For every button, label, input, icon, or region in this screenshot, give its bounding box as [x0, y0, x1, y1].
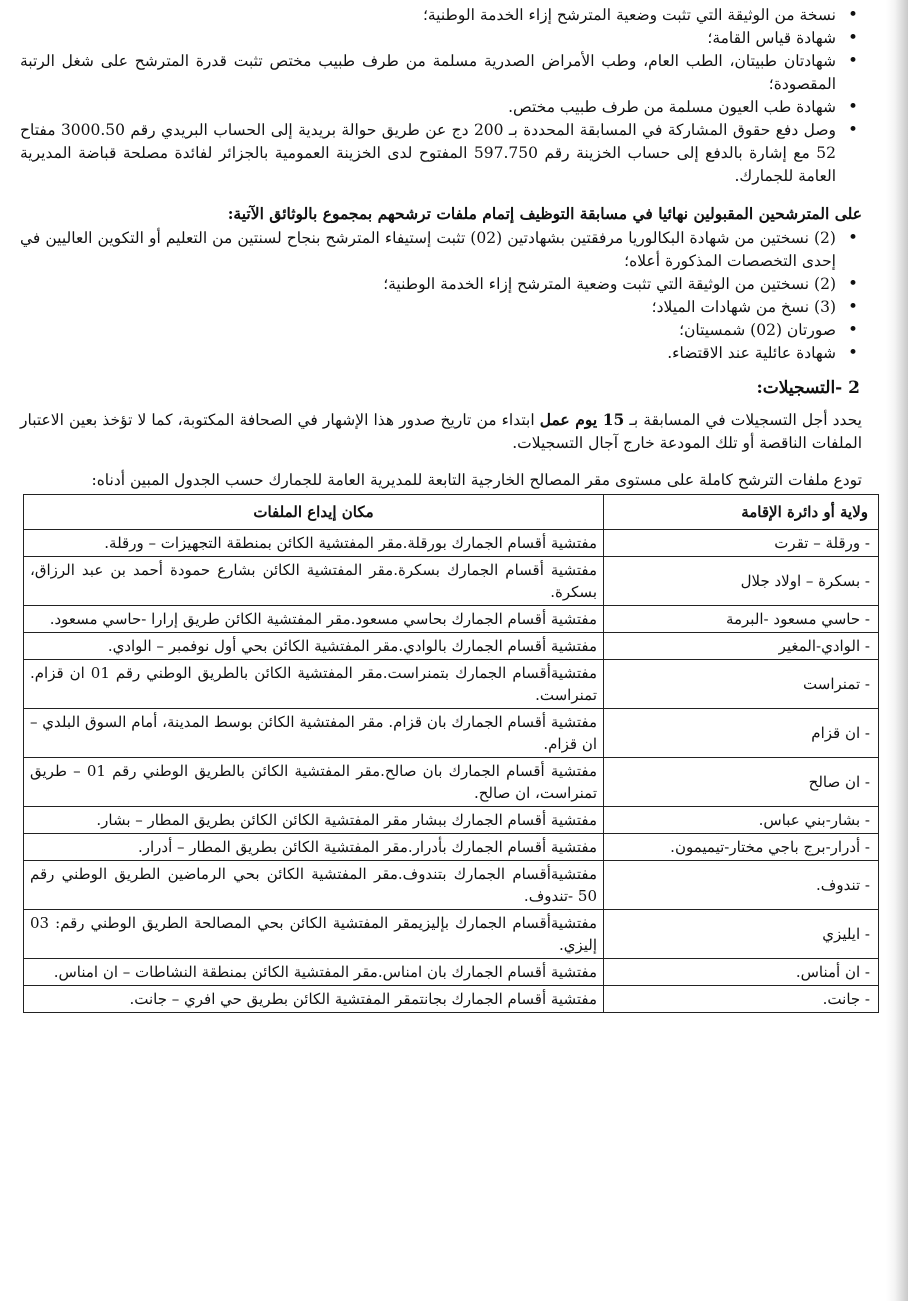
wilaya-cell: - أدرار-برج باجي مختار-تيميمون. — [604, 834, 879, 861]
header-deposit-place: مكان إيداع الملفات — [24, 495, 604, 530]
table-row — [24, 959, 879, 986]
place-cell: مفتشية أقسام الجمارك بورقلة.مقر المفتشية الكائن بمنطقة التجهيزات – ورقلة. — [24, 530, 604, 557]
place-cell: مفتشية أقسام الجمارك بسكرة.مقر المفتشية الكائن بشارع حمودة أحمد بن عبد الرزاق، بسكرة. — [24, 557, 604, 606]
wilaya-cell: - تندوف. — [604, 861, 879, 910]
list-item: • شهادة طب العيون مسلمة من طرف طبيب مختص. — [20, 96, 836, 119]
reg-text-before: يحدد أجل التسجيلات في المسابقة بـ — [624, 411, 862, 429]
wilaya-cell: - ورقلة – تقرت — [604, 530, 879, 557]
list-item: • شهادتان طبيتان، الطب العام، وطب الأمراض الصدرية مسلمة من طرف طبيب مختص تثبت قدرة المترشح على شغل الرتبة المقصودة؛ — [20, 50, 836, 96]
wilaya-cell: - تمنراست — [604, 660, 879, 709]
wilaya-cell: - ان قزام — [604, 709, 879, 758]
table-row — [24, 834, 879, 861]
wilaya-cell: - ان صالح — [604, 758, 879, 807]
table-row — [24, 530, 879, 557]
place-cell: مفتشيةأقسام الجمارك بتمنراست.مقر المفتشية الكائن بالطريق الوطني رقم 01 ان قزام. تمنراست. — [24, 660, 604, 709]
table-row — [24, 807, 879, 834]
place-cell: مفتشية أقسام الجمارك ببشار مقر المفتشية الكائن الكائن بطريق المطار – بشار. — [24, 807, 604, 834]
place-cell: مفتشيةأقسام الجمارك بإليزيمقر المفتشية الكائن بحي المصالحة الطريق الوطني رقم: 03 إليزي. — [24, 910, 604, 959]
place-cell: مفتشية أقسام الجمارك بحاسي مسعود.مقر المفتشية الكائن طريق إرارا -حاسي مسعود. — [24, 606, 604, 633]
wilaya-cell: - جانت. — [604, 986, 879, 1013]
place-cell: مفتشية أقسام الجمارك بأدرار.مقر المفتشية الكائن بطريق المطار – أدرار. — [24, 834, 604, 861]
table-row — [24, 606, 879, 633]
table-row — [24, 660, 879, 709]
table-row — [24, 557, 879, 606]
deposit-paragraph: تودع ملفات الترشح كاملة على مستوى مقر المصالح الخارجية التابعة للمديرية العامة للجمارك حسب الجدول المبين أدناه: — [91, 471, 862, 489]
list-item: • (2) نسختين من الوثيقة التي تثبت وضعية المترشح إزاء الخدمة الوطنية؛ — [20, 273, 836, 296]
wilaya-cell: - حاسي مسعود -البرمة — [604, 606, 879, 633]
place-cell: مفتشية أقسام الجمارك بان صالح.مقر المفتشية الكائن بالطريق الوطني رقم 01 – طريق تمنراست، ان صالح. — [24, 758, 604, 807]
table-row — [24, 986, 879, 1013]
place-cell: مفتشية أقسام الجمارك بجانتمقر المفتشية الكائن بطريق حي افري – جانت. — [24, 986, 604, 1013]
required-documents-list — [20, 4, 862, 188]
wilaya-cell: - بشار-بني عباس. — [604, 807, 879, 834]
place-cell: مفتشيةأقسام الجمارك بتندوف.مقر المفتشية الكائن بحي الرماضين الطريق الوطني رقم 50 -تندوف. — [24, 861, 604, 910]
list-item: • وصل دفع حقوق المشاركة في المسابقة المحددة بـ 200 دج عن طريق حوالة بريدية إلى الحساب البريدي رقم 3000.50 مفتاح 52 مع إشارة بالدفع إلى حساب الخزينة رقم 597.750 المفتوح لدى الخزينة العمومية بالجزائر لفائدة مصلحة قباضة المديرية العامة للجمارك. — [20, 119, 836, 188]
table-row — [24, 633, 879, 660]
list-item: • شهادة عائلية عند الاقتضاء. — [20, 342, 836, 365]
wilaya-cell: - بسكرة – اولاد جلال — [604, 557, 879, 606]
wilaya-cell: - ايليزي — [604, 910, 879, 959]
list-item: • (3) نسخ من شهادات الميلاد؛ — [20, 296, 836, 319]
registrations-section-title: 2 -التسجيلات: — [756, 378, 860, 398]
reg-deadline-bold: 15 يوم عمل — [539, 410, 625, 429]
list-item: • صورتان (02) شمسيتان؛ — [20, 319, 836, 342]
registration-deadline-paragraph — [20, 408, 862, 455]
list-item: • نسخة من الوثيقة التي تثبت وضعية المترشح إزاء الخدمة الوطنية؛ — [20, 4, 836, 27]
table-row — [24, 709, 879, 758]
list-item: • شهادة قياس القامة؛ — [20, 27, 836, 50]
place-cell: مفتشية أقسام الجمارك بان قزام. مقر المفتشية الكائن بوسط المدينة، أمام السوق البلدي –ان قزام. — [24, 709, 604, 758]
header-wilaya: ولاية أو دائرة الإقامة — [604, 495, 879, 530]
final-documents-list — [20, 227, 862, 365]
page-edge-shadow — [886, 0, 908, 1301]
place-cell: مفتشية أقسام الجمارك بالوادي.مقر المفتشية الكائن بحي أول نوفمبر – الوادي. — [24, 633, 604, 660]
deposit-locations-table — [23, 494, 879, 1013]
table-row — [24, 861, 879, 910]
wilaya-cell: - الوادي-المغير — [604, 633, 879, 660]
place-cell: مفتشية أقسام الجمارك بان امناس.مقر المفتشية الكائن بمنطقة النشاطات – ان امناس. — [24, 959, 604, 986]
table-row — [24, 758, 879, 807]
final-documents-heading: على المترشحين المقبولين نهائيا في مسابقة التوظيف إتمام ملفات ترشحهم بمجموع بالوثائق الآتية: — [227, 204, 862, 223]
table-row — [24, 910, 879, 959]
reg-text-after: ابتداء من تاريخ صدور هذا الإشهار في الصحافة المكتوبة، كما لا تؤخذ بعين الاعتبار الملفات الناقصة أو تلك المودعة خارج آجال التسجيلات. — [20, 411, 862, 452]
table-header-row — [24, 495, 879, 530]
wilaya-cell: - ان أمناس. — [604, 959, 879, 986]
list-item: • (2) نسختين من شهادة البكالوريا مرفقتين بشهادتين (02) تثبت إستيفاء المترشح بنجاح لسنتين من التعليم أو التكوين العاليين في إحدى التخصصات المذكورة أعلاه؛ — [20, 227, 836, 273]
